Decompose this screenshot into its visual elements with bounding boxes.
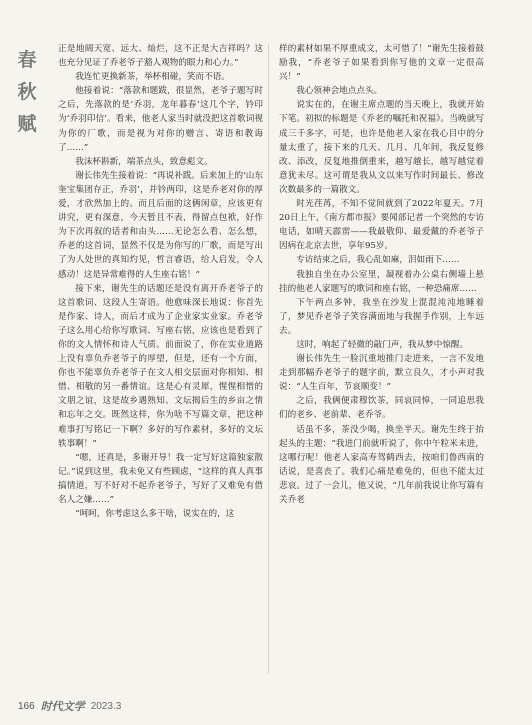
paragraph: 谢长伟先生一脸沉重地推门走进来，一言不发地走到那幅乔老爷子的题字前，默立良久，才小声对我说：“人生百年，节哀顺变！” — [279, 354, 484, 393]
left-text-column — [58, 42, 263, 682]
paragraph: 说实在的，在谢主席点题的当天晚上，我就开始下笔。初拟的标题是《乔老的嘱托和祝福》。当晚就写成三千多字，可是，也许是他老人家在我心目中的分量太重了，接下来的几天、几月、几年间，我反复修改、添改，反复地推倒重来，越写越长，越写越觉着意犹未尽。这可谓是我从文以来写作时间最长、修改次数最多的一篇散文。 — [279, 100, 484, 195]
page-number: 166 — [18, 700, 35, 712]
paragraph: 我沫杯斟新，端茶点头，致意彪文。 — [75, 156, 213, 167]
paragraph: 之后，我俩便肃穆饮茶，同哀同悼，一同追思我们的老乡、老前辈、老乔爷。 — [279, 396, 484, 421]
paragraph: 这时，响起了轻微的敲门声，我从梦中惊醒。 — [296, 339, 469, 350]
paragraph: 他接着说：“落款和题跋，很显然，老爷子题写时之后，先落款的是‘乔羽，龙年暮春’这几个字，钤印为‘乔羽印信’。看来，他老人家当时就没把这首歌词视为你的厂歌，而是视为对你的赠言、寄语和教诲了……” — [58, 86, 263, 153]
paragraph: 我心领神会地点点头。 — [296, 86, 383, 97]
column-divider — [268, 44, 269, 674]
right-text-column — [279, 42, 484, 682]
magazine-name: 时代文学 — [40, 700, 85, 713]
paragraph: 正是地阔天宽、远大、灿烂，这不正是大吉祥吗？这也充分见证了乔老爷子豁人观物的眼力和心力。” — [58, 44, 263, 69]
paragraph: 我独自坐在办公室里，凝视着办公桌右侧墙上悬挂的他老人家题写的歌词和座右铭，一种恐痛席…… — [279, 269, 484, 294]
page-footer — [18, 699, 121, 713]
column-title-char-3: 赋 — [17, 113, 37, 135]
paragraph: 话虽不多，茶没少喝，换坐半天。谢先生终于抬起头的主题：“我进门前就听说了，你中午粒米未进，这哪行呢！他老人家高寿驾鹤西去，按咱们鲁西南的话说，是喜丧了。我们心痛是难免的，但也不能太过悲哀。过了一会儿，他又说，“几年前我说让你写篇有关乔老 — [279, 424, 484, 505]
column-title — [12, 44, 42, 140]
paragraph: “嗯，还真是，多谢开导！我一定写好这篇独家散记。”说到这里，我未免又有些顾虑，“这样的真人真事搞情道，写不好对不起乔老爷子，写好了又难免有借名人之嫌……” — [58, 452, 263, 505]
paragraph: 我连忙更换新茶，举杯相碰，笑而不语。 — [75, 72, 230, 83]
paragraph: 时光荏苒，不知不觉间就到了2022年夏天。7月20日上午，《南方都市报》要闻部记者一个突然的专访电话，如晴天霹雳——我最敬仰、最爱戴的乔老爷子因病在北京去世，享年95岁。 — [279, 199, 484, 252]
paragraph: 接下来，谢先生的话题还是没有离开乔老爷子的这首歌词、这段人生寄语。他愈味深长地说：你首先是作家、诗人，而后才成为了企业家实业家。乔老爷子这么用心给你写歌词、写座右铭，应该也是看到了你的文人情怀和诗人气质。前面说了，你在实业道路上没有辜负乔老爷子的厚望，但是，还有一个方面，你也不能辜负乔老爷子在文人相交层面对你相知、相惜、相敬的另一番情谊。这是心有灵犀，惺惺相惜的文朋之谊，这是故乡遇熟知、文坛揭后生的乡亩之情和忘年之交。既然这样，你为啥不写篇文章，把这种难事打写铭记一下啊？多好的写作素材，多好的文坛轶事啊！” — [58, 283, 263, 449]
paragraph: 样的素材如果不厚重成文，太可惜了！”谢先生接着鼓励我，“乔老爷子如果看到你写他的文章一定很高兴！” — [279, 44, 484, 83]
paragraph: 下午两点多钟，我坐在沙发上混混沌沌地睡着了，梦见乔老爷子笑容满面地与我握手作别，上车远去。 — [279, 297, 484, 336]
column-title-char-2: 秋 — [17, 81, 37, 103]
paragraph: “呵呵，你考虑这么多干啥，说实在的，这 — [75, 509, 235, 520]
column-title-char-1: 春 — [17, 49, 37, 71]
issue-number: 2023.3 — [90, 700, 122, 712]
paragraph: 谢长伟先生接着说：“再说补跋。后来加上的‘山东奎宝集团存正，乔羽’，并钤两印，这是乔老对你的厚爱，才欣然加上的。而且后面的这俩闲章，应该更有讲究，更有深意，今天暂且不表，得留点包袱，好作为下次再叙的话者和由头……无论怎么看、怎么想，乔老的这首词，显然不仅是为你写的厂歌，而是写出了为人处世的真知灼见，哲言睿语，给人启发，令人感动！这是异常难得的人生座右铭！” — [58, 170, 263, 280]
paragraph: 专访结束之后，我心乱如麻，泪如雨下…… — [296, 255, 460, 266]
